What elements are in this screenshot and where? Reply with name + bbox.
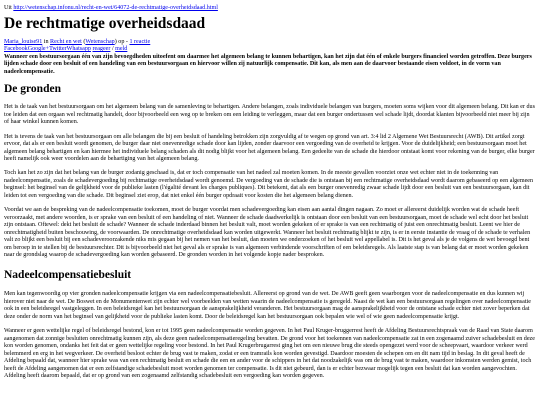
meld-link[interactable]: meld [115,46,128,53]
category-link[interactable]: Recht en wet [50,39,82,45]
source-link[interactable]: http://wetenschap.infonu.nl/recht-en-wet/64072-de-rechtmatige-overheidsdaad.html [13,5,218,11]
source-line [4,4,536,12]
section-heading-nadeelcompensatiebesluit: Nadeelcompensatiebesluit [4,269,132,282]
paragraph: Het is tevens de taak van het bestuursorgaan om alle belangen die bij een besluit of handeling betrokken zijn zorgvuldig af te wegen op grond van art. 3:4 lid 2 Algemene Wet Bestuursrecht (AWB). Dit artikel zorgt ervoor, dat als er een besluit wordt genomen, de burger daar niet onevenredige schade door kan lijden, zonder daarvoor een vergoeding van de overheid te krijgen. Voor de duidelijkheid; een bestuursorgaan moet het algemeen belang behartigen en kan hiermee het individuele belang schaden als dit nodig blijkt voor het algemeen belang. Een gedeelte van de schade die hierdoor ontstaat komt voor rekening van de burger, elke burger heeft namelijk ook weer voordelen aan de behartiging van het algemeen belang. [4,133,535,163]
paragraph: Het is de taak van het bestuursorgaan om het algemeen belang van de samenleving te behartigen. Andere belangen, zoals individuele belangen van burgers, moeten soms wijken voor dit algemeen belang. Dit kan er dus toe leiden dat een orgaan wel rechtmatig handelt, door bijvoorbeeld een weg op te breken om een leiding te verleggen, maar dat een burger ondertussen wel schade lijdt, doordat klanten bijvoorbeeld niet meer bij zijn of haar winkel kunnen komen. [4,104,535,126]
paragraph: Voordat we aan de bespreking van de nadeelcompensatie toekomen, moet de burger voordat men schadevergoeding kan eisen aan aantal dingen nagaan. Zo moet er allereerst duidelijk worden wat de schade heeft veroorzaakt, met andere woorden, is er sprake van een besluit of een handeling of niet. Wanneer de schade daadwerkelijk is ontstaan door een besluit van een bestuursorgaan, moet de schade wel echt door het besluit zijn ontstaan. Oftewel: dekt het besluit de schade? Wanneer de schade inderdaad binnen het besluit valt, moet worden gekeken of er sprake is van een rechtmatig of juist een onrechtmatig besluit. Leent we hier de onrechtmatigheid buiten beschouwing, de voorwaarden. De onrechtmatige overheidsdaad kan worden uitgewerkt. Wanneer het besluit rechtmatig blijkt te zijn, is er in eerste instantie de vraag of de schade te verhalen valt zo blijkt een besluit bij een schadeveroorzakende niks mis gegaan bij het nemen van het besluit, dan moeten we onderzoeken of het besluit wel appellabel is. Dit is het geval als je de volgens de wet bevoegd bent om beroep in te stellen bij de bestuursrechter. Dit is bijvoorbeeld niet het geval als er sprake is van algemeen verbindende voorschriften of een beleidsregels. Als laatste stap is van belang dat er moet worden gekeken naar de grondslag waarop de schadevergoeding kan worden gebaseerd. De gronden worden in het volgende kopje nader besproken. [4,207,531,259]
reactie-link[interactable]: 1 reactie [129,39,151,45]
article-title: De rechtmatige overheidsdaad [4,15,206,32]
article-intro: Wanneer een bestuursorgaan één van zijn bevoegdheden uitoefent om daarmee het algemeen belang te kunnen behartigen, kan het zijn dat één of enkele burgers financieel worden getroffen. Deze burgers lijden schade door een besluit of een handeling van een bestuursorgaan en hiervoor willen zij natuurlijk compensatie. Dit kan, als men aan de daarvoor bestaande eisen voldoet, in de vorm van nadeelcompensatie. [4,53,532,75]
category-paren-link[interactable]: Wetenschap [85,39,115,45]
paragraph: Men kan tegenwoordig op vier gronden nadeelcompensatie krijgen via een nadeelcompensatiebesluit. Allereerst op grond van de wet. De AWB geeft geen waarborgen voor de nadeelcompensatie en dus kunnen wij hierover niet naar de wet. De Boswet en de Monumentenwet zijn echter wel voorbeelden van wetten waarin de nadeelcompensatie is geregeld. Naast de wet kan een bestuursorgaan regelingen over nadeelcompensatie ook in een beleidsregel vastgeleggen. In een beleidsregel kan het bestuursorgaan de aansprakelijkheid veranderen. Het bestuursorgaan mag de aansprakelijkheid voor de ontstane schade echter niet zover beperken dat deze onder de norm van het beginsel van gelijkheid voor de publieke lasten komt. Door de beleidsregel kan het bestuursorgaan ook bepalen wie wel of wie geen nadeelcompensatie krijgt. [4,291,531,320]
paragraph: Wanneer er geen wettelijke regel of beleidsregel bestond, kon er tot 1995 geen nadeelcompensatie worden gegeven. In het Paul Kruger-bruggerrest heeft de Afdeling Bestuursrechtspraak van de Raad van State daarom aangenomen dat zonnige besluiten onrechtmatig kunnen zijn, als deze geen nadeelcompensatieregeling bevatten. De grond voor het toekennen van nadeelcompensatie zat in een zogenaamd zuiver schadebesluit en deze kon worden genomen, ondanks het feit dat er geen wettelijke regeling voor bestond. In het Paul Krugerbrugarrest ging het om een nieuwe brug die steeds opengezet werd voor de scheepvaart, waardoor verkeer werd belemmerd en erg in het wegverkeer. De overheid besloot echter de brug vast te maken, zodat er een tramrails kon worden gevestigd. Daardoor moesten de schepen om en dit nam tijd in beslag. In dit geval heeft de Afdeling bepaald dat, wanneer hier sprake was van een rechtmatig besluit en schade die een en ander voor de schippers in het dat noodzakelijk was om de brug vast te maken, waardoor inkomsten werden gemist, toch heeft de Afdeling aangenomen dat er een zelfstandige schadebesluit moet worden genomen ter compensatie. Is dit niet gebeurd, dan is er echter bezwaar mogelijk tegen een besluit dat kan worden aangevochten. Afdeling heeft daarom bepaald, dat er op grond van een zogenaamd zelfstandig schadebesluit een vergoeding kan worden gegeven. [4,328,535,379]
share-link[interactable]: FacebookGoogle+TwitterWhatsapp [4,46,91,53]
source-prefix: Uit [4,5,14,11]
paragraph: Toch kan het zo zijn dat het belang van de burger zodanig geschaad is, dat er toch compensatie van het nadeel zal moeten komen. In de meeste gevallen voorziet onze wet echter niet in de toekenning van nadeelcompensatie, zoals de schadevergoeding bij rechtmatige overheidsdaad wordt genoemd. De vergoeding van de schade die is ontstaan bij een rechtmatige overheidsdaad wordt daarom gebaseerd op een algemeen beginsel: het beginsel van de gelijkheid voor de publieke lasten (l'égalité devant les charges publiques). Dit betekent, dat als een burger onevenredig zwaar schade lijdt door een besluit van een bestuursorgaan, kan dit leiden tot een vergoeding van die schade. Dit beginsel ziet erop, dat niet enkel één burger opdraait voor kosten die het algemeen belang dienen. [4,170,534,199]
section-heading-de-gronden: De gronden [4,83,61,96]
author-link[interactable]: Maria_louise91 [4,39,43,45]
share-bar: FacebookGoogle+TwitterWhatsapp reageer / meld [4,46,128,53]
author-suffix: in [42,39,51,45]
op-text: op [116,39,126,45]
article-meta: Maria_louise91 in Recht en wet (Wetenschap) op - 1 reactie [4,39,151,45]
reageer-link[interactable]: reageer [92,46,111,53]
